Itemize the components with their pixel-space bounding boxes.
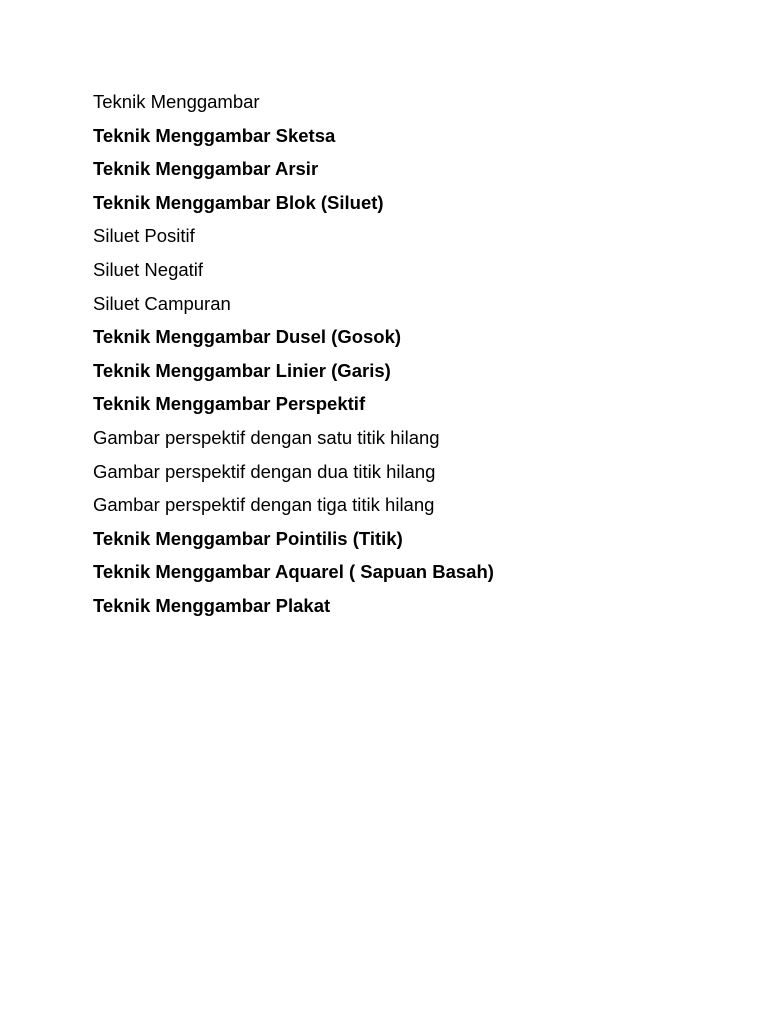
doc-line-item: Gambar perspektif dengan tiga titik hilang — [93, 494, 435, 516]
doc-line-heading: Teknik Menggambar Linier (Garis) — [93, 359, 391, 381]
doc-line-item: Siluet Campuran — [93, 292, 231, 314]
doc-line-heading: Teknik Menggambar Blok (Siluet) — [93, 191, 384, 213]
doc-line-heading: Teknik Menggambar Perspektif — [93, 393, 366, 415]
doc-line-heading: Teknik Menggambar Sketsa — [93, 124, 336, 146]
doc-line-heading: Teknik Menggambar Arsir — [93, 158, 319, 180]
doc-line-heading: Teknik Menggambar Aquarel ( Sapuan Basah) — [93, 561, 494, 583]
document-text-list — [93, 85, 494, 623]
doc-line-item: Gambar perspektif dengan satu titik hilang — [93, 426, 440, 448]
doc-line-title: Teknik Menggambar — [93, 91, 260, 112]
doc-line-heading: Teknik Menggambar Dusel (Gosok) — [93, 326, 402, 348]
doc-line-item: Siluet Negatif — [93, 258, 204, 280]
doc-line-heading: Teknik Menggambar Plakat — [93, 594, 331, 616]
doc-line-item: Siluet Positif — [93, 225, 195, 247]
doc-line-item: Gambar perspektif dengan dua titik hilang — [93, 460, 436, 482]
doc-line-heading: Teknik Menggambar Pointilis (Titik) — [93, 527, 403, 549]
